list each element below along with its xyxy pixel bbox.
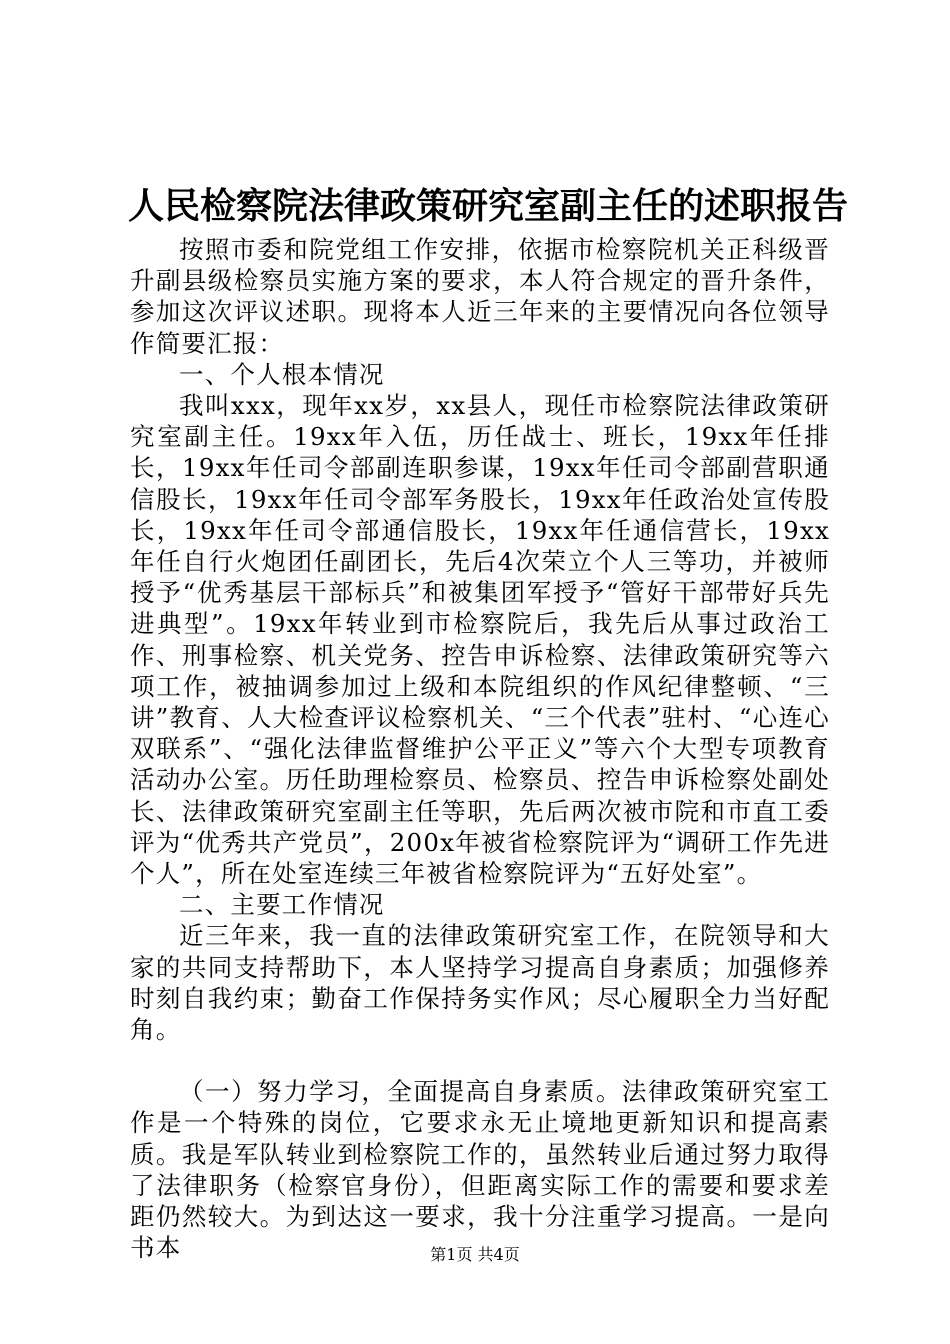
intro-paragraph: 按照市委和院党组工作安排，依据市检察院机关正科级晋升副县级检察员实施方案的要求，本人符合规定的晋升条件，参加这次评议述职。现将本人近三年来的主要情况向各位领导作简要汇报： [130, 235, 830, 358]
personal-info-paragraph: 我叫xxx，现年xx岁，xx县人，现任市检察院法律政策研究室副主任。19xx年入伍，历任战士、班长，19xx年任排长，19xx年任司令部副连职参谋，19xx年任司令部副营职通信股长，19xx年任司令部军务股长，19xx年任政治处宣传股长，19xx年任司令部通信股长，19xx年任通信营长，19xx年任自行火炮团任副团长，先后4次荣立个人三等功，并被师授予“优秀基层干部标兵”和被集团军授予“管好干部带好兵先进典型”。19xx年转业到市检察院后，我先后从事过政治工作、刑事检察、机关党务、控告申诉检察、法律政策研究等六项工作，被抽调参加过上级和本院组织的作风纪律整顿、“三讲”教育、人大检查评议检察机关、“三个代表”驻村、“心连心双联系”、“强化法律监督维护公平正义”等六个大型专项教育活动办公室。历任助理检察员、检察员、控告申诉检察处副处长、法律政策研究室副主任等职，先后两次被市院和市直工委评为“优秀共产党员”，200x年被省检察院评为“调研工作先进个人”，所在处室连续三年被省检察院评为“五好处室”。 [130, 391, 830, 889]
document-title: 人民检察院法律政策研究室副主任的述职报告 [128, 185, 849, 227]
page-number: 第1页 共4页 [430, 1245, 520, 1264]
main-work-paragraph: 近三年来，我一直的法律政策研究室工作，在院领导和大家的共同支持帮助下，本人坚持学习提高自身素质；加强修养时刻自我约束；勤奋工作保持务实作风；尽心履职全力当好配角。 [130, 921, 830, 1045]
section-heading-main-work: 二、主要工作情况 [179, 890, 385, 920]
section-heading-personal-info: 一、个人根本情况 [179, 359, 385, 389]
study-paragraph: （一）努力学习，全面提高自身素质。法律政策研究室工作是一个特殊的岗位，它要求永无止境地更新知识和提高素质。我是军队转业到检察院工作的，虽然转业后通过努力取得了法律职务（检察官身份），但距离实际工作的需要和要求差距仍然较大。为到达这一要求，我十分注重学习提高。一是向书本 [130, 1077, 830, 1263]
document-body [130, 234, 830, 1264]
